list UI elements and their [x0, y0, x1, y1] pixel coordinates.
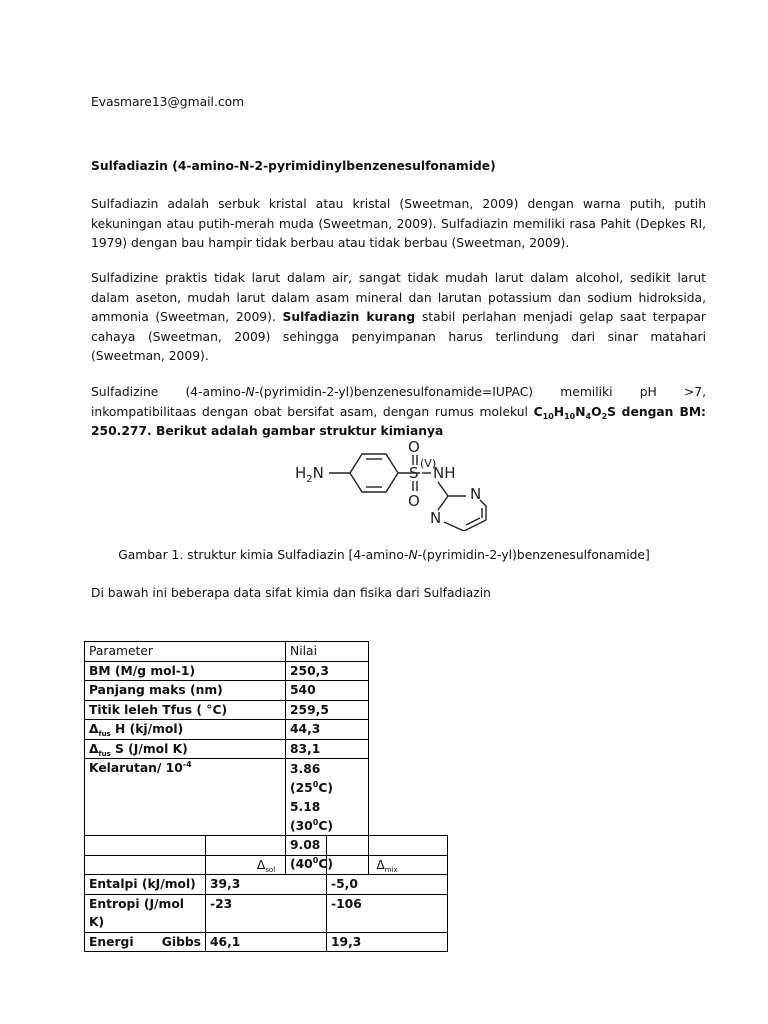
paragraph-description: Sulfadiazin adalah serbuk kristal atau kristal (Sweetman, 2009) dengan warna putih, putih kekuningan atau putih-merah muda (Sweetman, 2009). Sulfadiazin memiliki rasa Pahit (Depkes RI, 1979) dengan bau hampir tidak berbau atau tidak berbau (Sweetman, 2009). — [91, 197, 706, 250]
nitrogen-label: N — [430, 509, 442, 527]
molecular-formula: $C_{10}H_{10}N_4O_2S$ — [533, 404, 617, 421]
table-cell: Entalpi (kJ/mol) — [85, 875, 206, 895]
table-cell: -5,0 — [327, 875, 448, 895]
paragraph-iupac — [91, 383, 706, 442]
table-row — [85, 661, 369, 681]
iupac-italic-n: N — [245, 385, 255, 399]
molecular-weight-text: dengan BM: 250.277. Berikut adalah gambar struktur kimianya — [91, 404, 706, 438]
table-row — [85, 720, 369, 740]
table-cell: Panjang maks (nm) — [85, 681, 286, 701]
solubility-text: Sulfadizine praktis tidak larut dalam air, sangat tidak mudah larut dalam alcohol, sedikit larut dalam aseton, mudah larut dalam asam mineral dan larutan potassium dan sodium hidroksida, ammonia (Sweetman, 2009). — [91, 271, 706, 324]
figure-caption: Gambar 1. struktur kimia Sulfadiazin [4-amino-N-(pyrimidin-2-yl)benzenesulfonamide] — [118, 548, 650, 562]
table-cell: 259,5 — [286, 700, 369, 720]
table-cell: $\Delta_{sol}$ — [206, 855, 327, 875]
table-cell: $\Delta_{fus}$ S (J/mol K) — [85, 739, 286, 759]
thermodynamics-table — [84, 835, 448, 952]
table-cell — [85, 855, 206, 875]
bond — [480, 500, 486, 506]
table-cell: Kelarutan/ $10^{-4}$ — [85, 759, 286, 875]
table-intro: Di bawah ini beberapa data sifat kimia dan fisika dari Sulfadiazin — [91, 586, 491, 600]
iupac-text-a: Sulfadizine (4-amino- — [91, 385, 246, 399]
stability-text: stabil perlahan menjadi gelap saat terpapar cahaya (Sweetman, 2009) sehingga penyimpanan harus terlindung dari sinar matahari (Sweetman, 2009). — [91, 310, 706, 363]
bond — [444, 522, 464, 531]
table-row — [85, 681, 369, 701]
table-cell: 3.86 $(25^0C)$ 5.18 $(30^0C)$ 9.08 $(40^0C)$ — [286, 759, 369, 875]
table-cell: $\Delta_{mix}$ — [327, 855, 448, 875]
table-cell — [85, 836, 206, 856]
amine-label: $H_2N$ — [295, 464, 324, 485]
table-cell: 46,1 — [206, 932, 327, 952]
table-cell: 540 — [286, 681, 369, 701]
paragraph-solubility — [91, 269, 706, 367]
oxygen-bottom-label: O — [408, 492, 420, 510]
table-cell: 250,3 — [286, 661, 369, 681]
table-cell: BM (M/g mol-1) — [85, 661, 286, 681]
table-cell: Entropi (J/mol K) — [85, 894, 206, 932]
bond — [464, 520, 486, 531]
table-row — [85, 894, 448, 932]
nitrogen-label: N — [470, 485, 482, 503]
table-cell — [327, 836, 448, 856]
document-heading: Sulfadiazin (4-amino-N-2-pyrimidinylbenzenesulfonamide) — [91, 159, 496, 173]
valence-label: (V) — [420, 457, 437, 470]
author-email: Evasmare13@gmail.com — [91, 95, 245, 109]
table-cell: 39,3 — [206, 875, 327, 895]
sulfur-label: S — [409, 464, 419, 482]
oxygen-top-label: O — [408, 438, 420, 456]
table-row — [85, 739, 369, 759]
iupac-text-c: -(pyrimidin-2-yl)benzenesulfonamide=IUPAC) memiliki pH >7, inkompatibilitaas dengan obat bersifat asam, dengan rumus molekul — [91, 385, 707, 419]
table-cell: -23 — [206, 894, 327, 932]
table-row — [85, 875, 448, 895]
bond — [438, 496, 448, 510]
table-cell: Nilai — [286, 642, 369, 662]
table-cell: 83,1 — [286, 739, 369, 759]
table-row — [85, 932, 448, 952]
table-header-row — [85, 642, 369, 662]
table-row — [85, 836, 448, 856]
table-cell: Energi Gibbs — [85, 932, 206, 952]
table-cell — [206, 836, 327, 856]
table-cell: 44,3 — [286, 720, 369, 740]
table-cell: Parameter — [85, 642, 286, 662]
table-header-row — [85, 855, 448, 875]
chemical-structure — [288, 436, 498, 531]
table-cell: -106 — [327, 894, 448, 932]
table-cell: 19,3 — [327, 932, 448, 952]
nh-label: NH — [433, 464, 456, 482]
table-row — [85, 700, 369, 720]
bond — [438, 482, 448, 496]
benzene-ring — [350, 454, 398, 492]
stability-bold-text: Sulfadiazin kurang — [282, 310, 416, 324]
table-cell: $\Delta_{fus}$ H (kj/mol) — [85, 720, 286, 740]
table-cell: Titik leleh Tfus ( °C) — [85, 700, 286, 720]
